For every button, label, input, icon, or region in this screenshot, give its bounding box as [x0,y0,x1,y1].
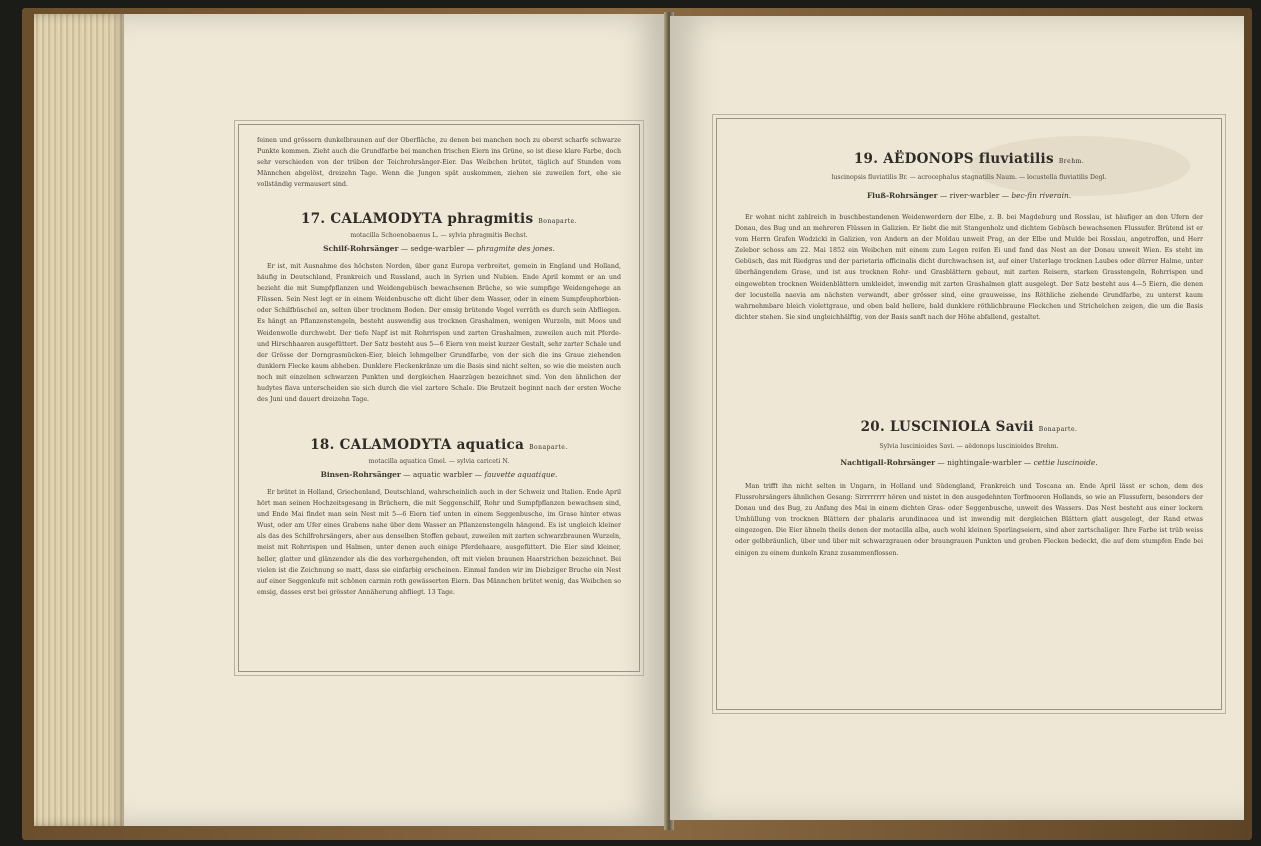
section-17 [257,211,621,405]
section-20-heading [735,419,1203,435]
right-page [670,16,1244,820]
section-19-english-name: river-warbler [949,191,1000,200]
section-20-french-name: cettie luscinoide. [1033,458,1098,467]
section-17-synonyms: motacilla Schoenobaenus L. — sylvia phragmitis Bechst. [350,232,528,239]
section-17-text: Er ist, mit Ausnahme des höchsten Norden, über ganz Europa verbreitet, gemein in England und Holland, häufig in Deutschland, Frankreich und Russland, auch in Syrien und Nubien. Ende April kommt er an und bezieht die mit Sumpfpflanzen und Weidengebüsch bewachsenen Brüche, so wie sumpfige Weidengehege an Flüssen. Sein Nest legt er in einem Weidenbusche oft dicht über dem Wasser, oder in einem Sumpfeuphorbien- oder Schilfbüschel an, selten über trocknem Boden. Der emsig brütende Vogel verräth es durch sein Abfliegen. Es hängt an Pflanzenstengeln, besteht auswendig aus trocknen Grashalmen, wenigen Wurzeln, mit Moos und Weidenwolle durchwebt. Der tiefe Napf ist mit Rohrrispen und zarten Grashalmen, zuweilen auch mit Pferde- und Hirschhaaren ausgefüttert. Der Satz besteht aus 5—6 Eiern von meist kurzer Gestalt, sehr zarter Schale und der Grösse der Dorngrasmücken-Eier, bleich lehmgelber Grundfarbe, von der sich die ins Graue ziehenden dunklern Flecke kaum abheben. Dunklere Fleckenkränze um die Basis sind nicht selten, so wie die meisten auch noch mit einzelnen schwarzen Punkten und dergleichen Haarzügen bezeichnet sind. Von den ähnlichen der hudytes flava unterscheiden sie sich durch die viel zartere Schale. Die Brutzeit beginnt nach der ersten Woche des Juni und dauert dreizehn Tage. [257,263,621,404]
section-20-common-names: Nachtigall-Rohrsänger — nightingale-warbler — cettie luscinoide. [840,458,1098,467]
section-19-synonyms: luscinopsis fluviatilis Br. — acrocephalus stagnatilis Naum. — locustella fluviatilis Degl. [831,174,1107,181]
section-18-text: Er brütet in Holland, Griechenland, Deutschland, wahrscheinlich auch in der Schweiz und Italien. Ende April hört man seinen Hochzeitsgesang in Brüchern, die mit Seggenschilf, Rohr und Sumpfpflanzen bewachsen sind, und Ende Mai findet man sein Nest mit 5—6 Eiern tief unten in einem Seggenbusche, im Grase hinter etwas Wust, oder am Ufer eines Grabens nahe über dem Wasser an Pflanzenstengeln hängend. Es ist ungleich kleiner als das des Schilfrohrsängers, aber aus denselben Stoffen gebaut, zuweilen mit zarten schwarzbraunen Wurzeln, meist mit Rohrrispen und Halmen, unter denen auch einige Pferdehaare, ausgefüttert. Die Eier sind kleiner, heller, glatter und glänzender als die des vorhergehenden, oft mit vielen braunen Haarstrichen bezeichnet. Bei vielen ist die Zeichnung so matt, dass sie einfarbig erscheinen. Einmal fanden wir im Diebziger Bruche ein Nest auf einer Seggenkufe mit schönen carmin roth gewässerten Eiern. Das Männchen brütet wenig, das Weibchen so emsig, dasses erst bei grösster Annäherung abfliegt. 13 Tage. [257,489,621,596]
section-20-title: 20. LUSCINIOLA Savii [860,419,1034,435]
section-18-german-name: Binsen-Rohrsänger [320,470,401,479]
section-20-german-name: Nachtigall-Rohrsänger [840,458,936,467]
section-17-title: 17. CALAMODYTA phragmitis [301,211,534,227]
section-17-authority: Bonaparte. [538,218,577,225]
left-intro-paragraph: feinen und grössern dunkelbraunen auf der Oberfläche, zu denen bei manchen noch zu oberst scharfe schwarze Punkte kommen. Zieht auch die Grundfarbe bei manchen frischen Eiern ins Grüne, so ist diese klare Farbe, doch sehr verschieden von der trüben der Teichrohrsänger-Eier. Das Weibchen brütet, täglich auf Stunden vom Männchen abgelöst, dreizehn Tage. Wenn die Jungen spät auskommen, ziehen sie zuweilen fort, ehe sie vollständig vermausert sind. [257,137,621,189]
section-19-heading [735,151,1203,167]
section-19-text: Er wohnt nicht zahlreich in buschbestandenen Weidenwerdern der Elbe, z. B. bei Magdeburg und Rosslau, ist häufiger an den Ufern der Donau, des Bug und an mehreren Flüssen in Galizien. Er liebt die mit Stangenholz und dichtem Gebüsch bewachsenen Flussufer. Brütend ist er vom Herrn Grafen Wodzicki in Galizien, von Andern an der Moldau unweit Prag, an der Elbe und Mulde bei Rosslau, angetroffen, und Herr Zelebor schoss am 22. Mai 1852 ein Weibchen mit einem zum Legen reifen Ei und fand das Nest an der Donau unweit Wien. Es steht im Gebüsch, das mit Riedgras und der parietaria officinalis dicht durchwachsen ist, auf einer Unterlage trocknen Laubes oder dürrer Halme, unter überhängendem Grase, und ist aus trocknen Rohr- und Grasblättern gebaut, mit zarten Reisern, starken Grasstengeln, Rohrrispen und eingewebten trocknen Weidenblättern umkleidet, inwendig mit zarten Grashalmen glatt ausgelegt. Der Satz besteht aus 4—5 Eiern, die denen der locustella naevia am nächsten verwandt, aber grösser sind, eine grauweisse, ins Röthliche ziehende Grundfarbe, zu unterst kaum wahrnehmbare bleich violettgraue, und oben bald hellere, bald dunklere röthlichbraune Fleckchen und Strichelchen zeigen, die um die Basis dichter stehen. Sie sind ungleichhälftig, von der Basis sanft nach der Höhe abfallend, gestaltet. [735,214,1203,321]
section-19-authority: Brehm. [1058,158,1085,165]
left-intro-block [257,135,621,190]
section-18 [257,437,621,598]
section-20-authority: Bonaparte. [1038,426,1078,433]
section-17-heading [257,211,621,227]
section-19-german-name: Fluß-Rohrsänger [866,191,938,200]
section-20 [735,419,1203,559]
section-20-synonyms: Sylvia luscinioides Savi. — aëdonops luscinioides Brehm. [879,443,1059,450]
left-text-frame [238,124,640,672]
section-18-common-names: Binsen-Rohrsänger — aquatic warbler — fauvette aquatique. [320,470,558,479]
section-19-french-name: bec-fin riverain. [1011,191,1072,200]
section-20-english-name: nightingale-warbler [947,458,1022,467]
section-17-english-name: sedge-warbler [410,244,465,253]
right-text-frame [716,118,1222,710]
section-18-heading [257,437,621,453]
section-19-common-names: Fluß-Rohrsänger — river-warbler — bec-fin riverain. [866,191,1072,200]
section-19-title: 19. AËDONOPS fluviatilis [853,151,1054,167]
section-18-french-name: fauvette aquatique. [484,470,558,479]
page-edges [34,14,126,826]
left-page [124,14,668,826]
section-18-title: 18. CALAMODYTA aquatica [310,437,525,453]
section-17-french-name: phragmite des jones. [476,244,555,253]
section-18-authority: Bonaparte. [529,444,568,451]
section-17-german-name: Schilf-Rohrsänger [323,244,399,253]
section-17-common-names: Schilf-Rohrsänger — sedge-warbler — phragmite des jones. [323,244,555,253]
section-18-english-name: aquatic warbler [412,470,473,479]
section-18-synonyms: motacilla aquatica Gmel. — sylvia cariceti N. [368,458,510,465]
section-19 [735,151,1203,323]
section-20-text: Man trifft ihn nicht selten in Ungarn, in Holland und Südengland, Frankreich und Toscana an. Ende April lässt er schon, dem des Flussrohrsängers ähnlichen Gesang: Sirrrrrrrr hören und nistet in den ausgedehnten Torfmooren Hollands, so wie an Flussufern, besonders der Donau und des Bug, zu Anfang des Mai in einem dichten Gras- oder Seggenbusche, unweit des Wassers. Das Nest besteht aus einer lockern Umhüllung von trocknen Blättern der phalaris arundinacea und ist inwendig mit dergleichen Blättern glatt ausgelegt, der Rand etwas eingezogen. Die Eier ähneln theils denen der motacilla alba, auch wohl kleinen Sperlingseiern, sind aber zartschaliger. Ihre Farbe ist trüb weiss oder gelbbräunlich, über und über mit schwarzgrauen oder braungrauen Punkten und groben Flecken bedeckt, die auf dem stumpfen Ende bei einigen zu einem dunkeln Kranz zusammenflossen. [735,483,1203,557]
